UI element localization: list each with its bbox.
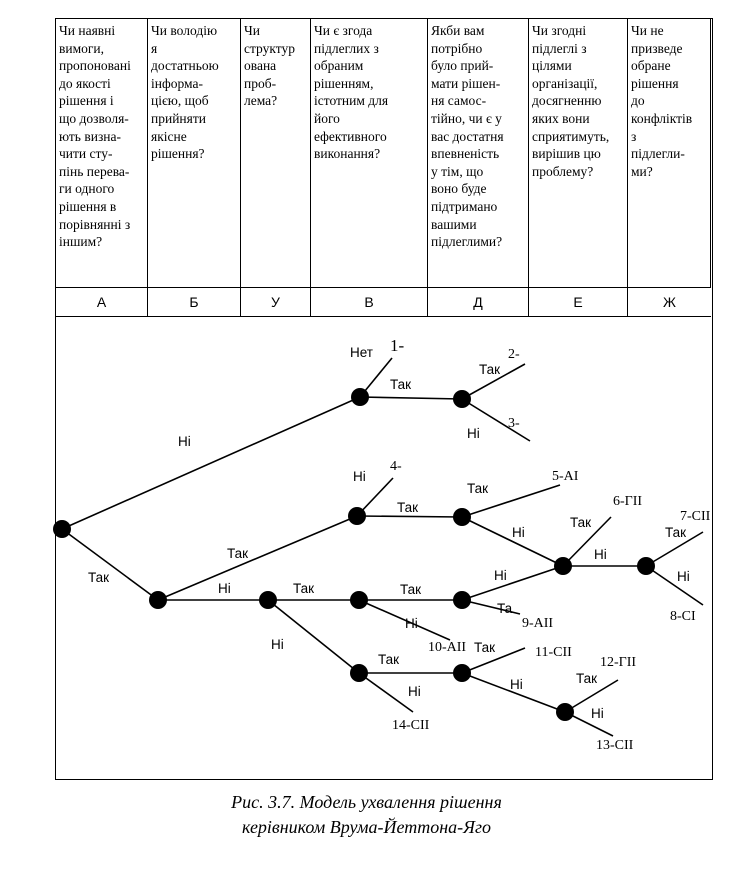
outcome-label: 6-ГІІ [613,494,643,509]
edge-ni-8 [646,566,703,605]
outcome-label: 8-СІ [670,609,696,624]
edge-ni-d [462,566,563,600]
node-upper-2 [453,390,471,408]
edge-label: Так [570,515,592,530]
edge-label: Ні [494,568,507,583]
outcome-label: 2- [508,347,520,362]
edge-ni-14 [359,673,413,712]
edge-label: Ні [512,525,525,540]
outcome-label: 4- [390,459,402,474]
edge-label: Так [390,377,412,392]
edge-label: Ні [405,616,418,631]
node-mid-2 [453,508,471,526]
edge-label: Ні [591,706,604,721]
outcome-label: 1- [390,336,405,355]
edge-label: Так [397,500,419,515]
edge-label: Так [293,581,315,596]
question-u: Чи структур ована проб- лема? [241,19,311,287]
edge-label: Так [665,525,687,540]
column-letter-u: У [241,288,311,316]
column-letter-e: Е [529,288,628,316]
column-letter-d: Д [428,288,529,316]
node-low-2 [453,591,471,609]
edge-label: Так [378,652,400,667]
node-mid-3 [554,557,572,575]
edge-label: Так [227,546,249,561]
node-mid-4 [637,557,655,575]
question-zh: Чи не призведе обране рішення до конфліктів з підлегли- ми? [628,19,711,287]
tree-edges [62,358,703,736]
outcome-label: 14-СІІ [392,718,430,733]
edge-label: Так [400,582,422,597]
edge-label: Ні [178,434,191,449]
edge-label: Так [576,671,598,686]
column-letter-a: A [56,288,148,316]
node-upper-1 [351,388,369,406]
column-letter-v: В [311,288,428,316]
node-u [259,591,277,609]
node-bottom-1 [350,664,368,682]
edge-label: Так [479,362,501,377]
edge-tak-d1 [360,397,462,399]
node-root [53,520,71,538]
outcome-label: 11-СІІ [535,645,572,660]
edge-tak-up [158,516,357,600]
question-e: Чи згодні підлеглі з цілями організації, досягненню яких вони сприятимуть, вирішив цю проблему? [529,19,628,287]
edge-label: Ні [677,569,690,584]
edge-label: Нет [350,345,373,360]
node-bottom-3 [556,703,574,721]
edge-label: Ні [408,684,421,699]
node-low-1 [350,591,368,609]
edge-root-upper [62,397,360,529]
outcome-label: 9-АІІ [522,616,554,631]
edge-label: Ні [594,547,607,562]
edge-label: Ні [271,637,284,652]
question-b: Чи володію я достатньою інформа- цією, щоб прийняти якісне рішення? [148,19,241,287]
caption-line-1: Рис. 3.7. Модель ухвалення рішення [231,792,502,812]
edge-label: Так [88,570,110,585]
column-letter-b: Б [148,288,241,316]
edge-label: Так [467,481,489,496]
node-b [149,591,167,609]
edge-label: Так [474,640,496,655]
question-a: Чи наявні вимоги, пропоновані до якості рішення і що дозволя- ють визна- чити сту- пінь перева- ги одного рішення в порівнянні з іншим? [56,19,148,287]
outcome-label: 7-СІІ [680,509,711,524]
figure-caption [0,790,733,840]
outcome-label: 10-АІІ [428,640,467,655]
node-bottom-2 [453,664,471,682]
outcome-label: 5-АІ [552,469,579,484]
edge-root-lower [62,529,158,600]
edge-label: Та [497,601,513,616]
outcome-label: 12-ГІІ [600,655,637,670]
edge-label: Ні [467,426,480,441]
node-mid-1 [348,507,366,525]
outcome-label: 13-СІІ [596,738,634,753]
tree-nodes [53,388,655,721]
outcome-label: 3- [508,416,520,431]
question-d: Якби вам потрібно було прий- мати рішен- ня самос- тійно, чи є у вас достатня впевненість у тім, що воно буде підтримано вашими підлеглими? [428,19,529,287]
question-v: Чи є згода підлеглих з обраним рішенням, істотним для його ефективного виконання? [311,19,428,287]
edge-label: Ні [218,581,231,596]
column-letter-zh: Ж [663,294,676,310]
caption-line-2: керівником Врума-Йеттона-Яго [241,817,492,837]
edge-label: Ні [510,677,523,692]
edge-label: Ні [353,469,366,484]
edge-tak-b4 [357,516,462,517]
